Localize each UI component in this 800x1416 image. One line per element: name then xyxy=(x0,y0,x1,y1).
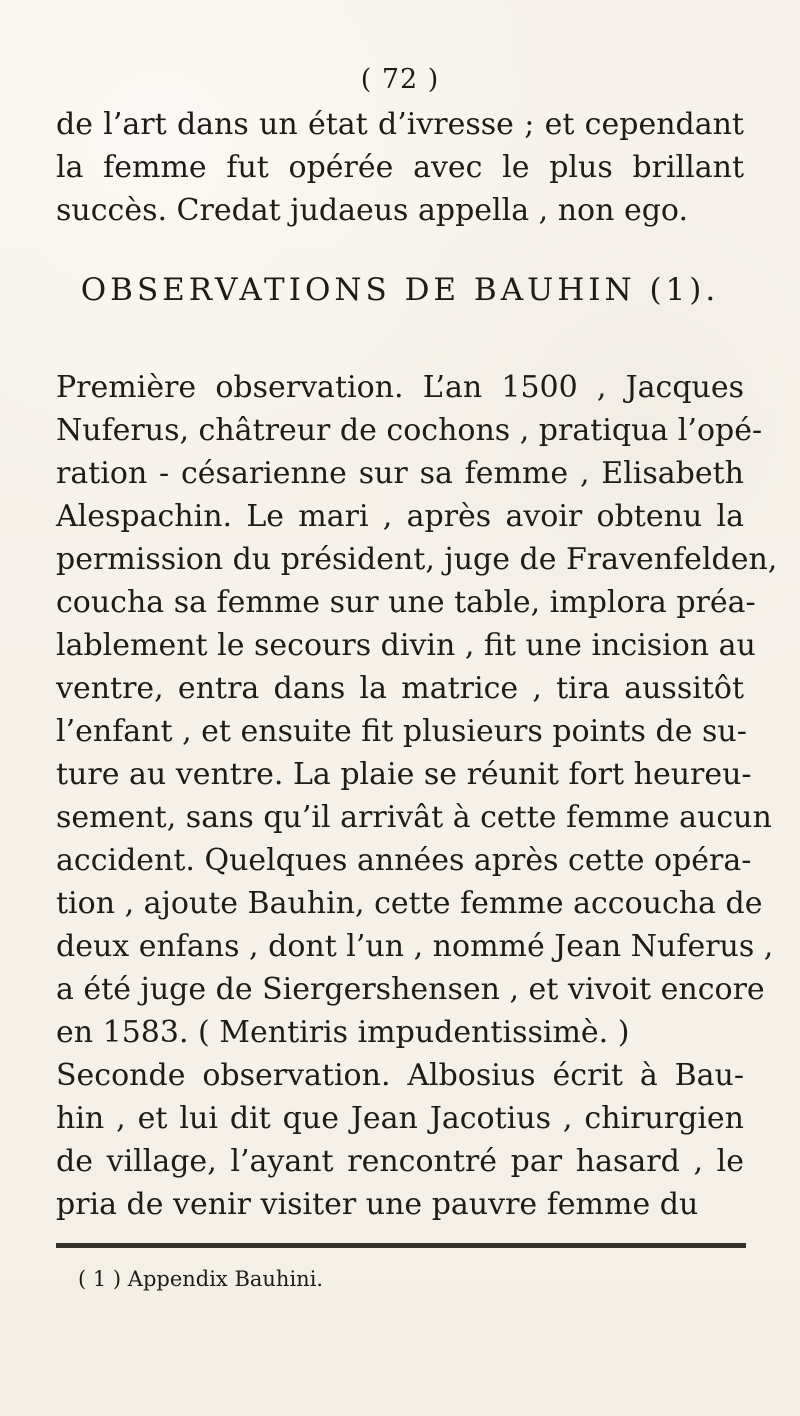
text-line-3: ration - césarienne sur sa femme , Elisabeth xyxy=(56,456,744,491)
text-line-6: coucha sa femme sur une table, implora préa- xyxy=(56,585,756,620)
main-paragraph xyxy=(56,366,778,1226)
opening-line-3: succès. Credat judaeus appella , non ego. xyxy=(56,193,688,228)
text-line-7: lablement le secours divin , fit une incision au xyxy=(56,628,756,663)
text-line-18: hin , et lui dit que Jean Jacotius , chirurgien xyxy=(56,1101,744,1136)
text-line-1: Première observation. L’an 1500 , Jacques xyxy=(56,370,744,405)
text-line-17: Seconde observation. Albosius écrit à Bau- xyxy=(56,1058,744,1093)
text-line-13: tion , ajoute Bauhin, cette femme accoucha de xyxy=(56,886,763,921)
text-line-16: en 1583. ( Mentiris impudentissimè. ) xyxy=(56,1015,630,1050)
text-line-4: Alespachin. Le mari , après avoir obtenu la xyxy=(56,499,744,534)
opening-line-2: la femme fut opérée avec le plus brillant xyxy=(56,150,744,185)
text-line-12: accident. Quelques années après cette opéra- xyxy=(56,843,752,878)
text-line-9: l’enfant , et ensuite fit plusieurs points de su- xyxy=(56,714,747,749)
text-line-8: ventre, entra dans la matrice , tira aussitôt xyxy=(56,671,744,706)
page-number: ( 72 ) xyxy=(360,64,440,95)
text-line-5: permission du président, juge de Fravenfelden, xyxy=(56,542,778,577)
footnote: ( 1 ) Appendix Bauhini. xyxy=(78,1267,324,1291)
section-heading: OBSERVATIONS DE BAUHIN (1). xyxy=(80,272,720,308)
opening-paragraph xyxy=(56,103,744,232)
text-line-11: sement, sans qu’il arrivât à cette femme aucun xyxy=(56,800,772,835)
opening-line-1: de l’art dans un état d’ivresse ; et cependant xyxy=(56,107,744,142)
text-line-19: de village, l’ayant rencontré par hasard , le xyxy=(56,1144,744,1179)
text-line-15: a été juge de Siergershensen , et vivoit encore xyxy=(56,972,765,1007)
text-line-2: Nuferus, châtreur de cochons , pratiqua l’opé- xyxy=(56,413,763,448)
text-line-20: pria de venir visiter une pauvre femme du xyxy=(56,1187,699,1222)
footnote-rule xyxy=(56,1243,746,1248)
text-line-10: ture au ventre. La plaie se réunit fort heureu- xyxy=(56,757,752,792)
text-line-14: deux enfans , dont l’un , nommé Jean Nuferus , xyxy=(56,929,774,964)
